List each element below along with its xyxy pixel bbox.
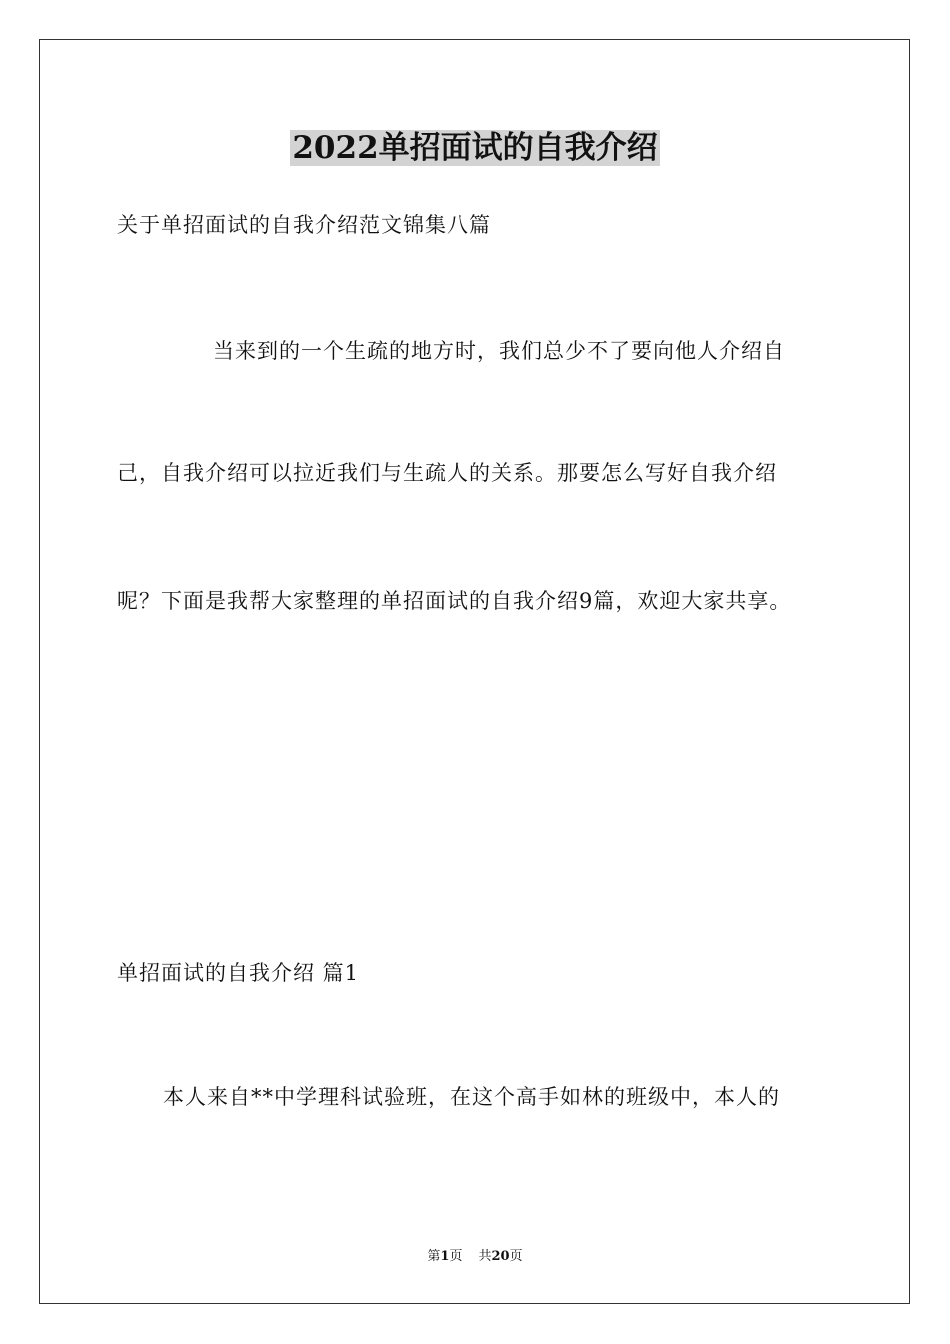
footer-total-pages: 20 xyxy=(491,1249,510,1264)
footer-total-prefix: 共 xyxy=(478,1249,492,1264)
footer-total-suffix: 页 xyxy=(509,1249,523,1264)
paragraph-line: 呢？下面是我帮大家整理的单招面试的自我介绍9篇，欢迎大家共享。 xyxy=(117,589,792,613)
section-heading: 单招面试的自我介绍 篇1 xyxy=(117,961,360,985)
document-subtitle: 关于单招面试的自我介绍范文锦集八篇 xyxy=(117,213,491,237)
document-title-text: 2022单招面试的自我介绍 xyxy=(292,130,658,166)
paragraph-line: 本人来自**中学理科试验班，在这个高手如林的班级中，本人的 xyxy=(163,1085,780,1109)
page-footer xyxy=(0,1248,950,1266)
footer-page-number: 1 xyxy=(440,1249,450,1264)
footer-page-prefix: 第 xyxy=(427,1249,441,1264)
paragraph-line: 己，自我介绍可以拉近我们与生疏人的关系。那要怎么写好自我介绍 xyxy=(117,461,777,485)
document-title xyxy=(0,128,950,168)
footer-page-suffix: 页 xyxy=(449,1249,463,1264)
paragraph-line: 当来到的一个生疏的地方时，我们总少不了要向他人介绍自 xyxy=(213,339,785,363)
